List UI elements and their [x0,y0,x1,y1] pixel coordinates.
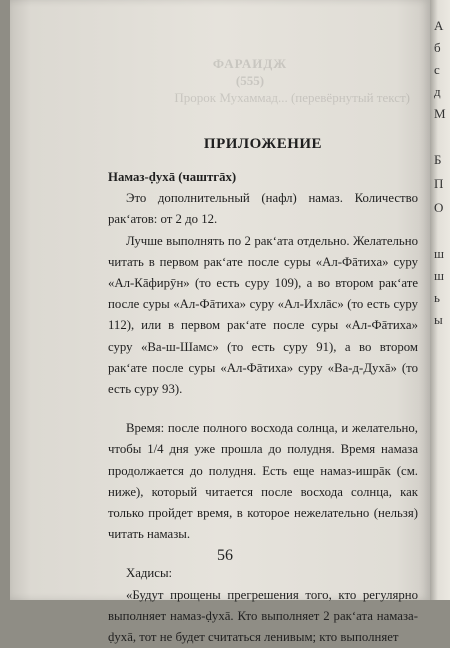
page-number: 56 [217,547,233,564]
adjacent-letter: д [434,84,441,99]
bleed-through-text [90,55,410,106]
adjacent-page-edge [430,0,450,600]
paragraph-rakats: Лучше выполнять по 2 рак‘ата отдельно. Желательно читать в первом рак‘ате после суры «Ал-Фāтиха» суру «Ал-Кāфирӯн» (то есть суру 109), а во втором рак‘ате после суры «Ал-Фāтиха» суру «Ал-Ихлāс» (то есть суру 112), или в первом рак‘ате после суры «Ал-Фāтиха» суру «Ва-ш-Шамс» (то есть суру 91), а во втором рак‘ате после суры «Ал-Фāтиха» суру «Ва-д-Духā» (то есть суру 93). [108,233,418,397]
adjacent-letter: с [434,62,440,77]
adjacent-letter: ь [434,290,440,305]
ghost-line: Пророк Мухаммад... (перевёрнутый текст) [174,90,410,105]
adjacent-letter: б [434,40,441,55]
ghost-line: (555) [235,73,265,88]
book-page [10,0,430,645]
adjacent-letter: ш [434,246,445,261]
hadith-label: Хадисы: [126,566,173,581]
paragraph-hadith: «Будут прощены прегрешения того, кто регулярно выполняет намаз-ḍухā. Кто выполняет 2 рак‘ата намаза-ḍухā, тот не будет считаться ленивым; кто выполняет [108,587,418,645]
adjacent-letter: М [434,106,446,121]
ghost-line: ФАРАИДЖ [212,56,288,71]
adjacent-letter: А [434,18,444,33]
adjacent-letter: О [434,200,444,215]
paragraph-time: Время: после полного восхода солнца, и желательно, чтобы 1/4 дня уже прошла до полудня. Время намаза продолжается до полудня. Есть еще намаз-ишрāк (см. ниже), который читается после восхода солнца, как только пройдет время, в которое нежелательно (нельзя) читать намазы. [108,421,418,542]
adjacent-letter: П [434,176,444,191]
page-content [108,134,418,648]
paragraph-intro: Это дополнительный (нафл) намаз. Количество рак‘атов: от 2 до 12. [108,191,418,227]
adjacent-letter: Б [434,152,442,167]
adjacent-letter: ы [434,312,443,327]
page-title: ПРИЛОЖЕНИЕ [203,136,323,152]
adjacent-letter: ш [434,268,445,283]
section-title: Намаз-ḍухā (чаштгāх) [108,170,237,184]
